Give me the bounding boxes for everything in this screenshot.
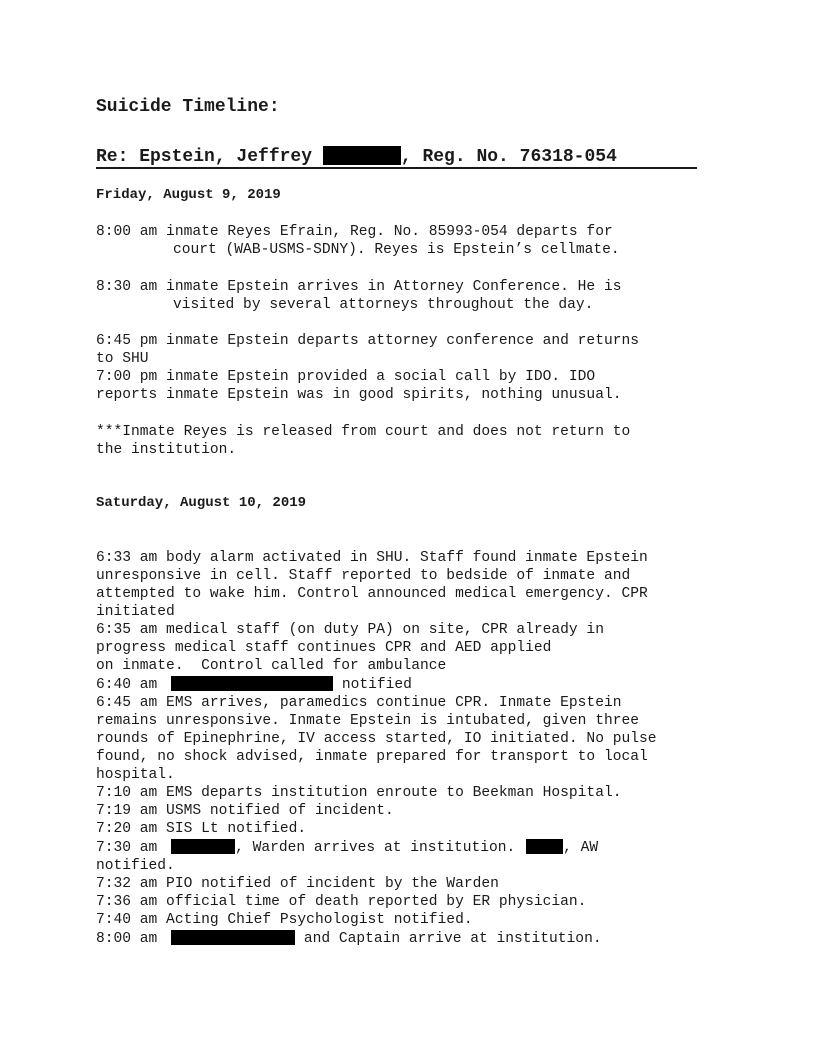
entry-line: rounds of Epinephrine, IV access started, IO initiated. No pulse [96,731,657,747]
entry-line: 6:33 am body alarm activated in SHU. Staff found inmate Epstein [96,550,648,566]
entry-time: 6:40 am [96,677,167,693]
entry-line: found, no shock advised, inmate prepared for transport to local [96,749,648,765]
entry-line: 6:45 pm inmate Epstein departs attorney conference and returns [96,333,639,349]
entry-text: notified [333,677,412,693]
entry-line: 6:45 am EMS arrives, paramedics continue CPR. Inmate Epstein [96,695,622,711]
subject-suffix: , Reg. No. 76318-054 [400,147,617,167]
entry-line: 7:10 am EMS departs institution enroute to Beekman Hospital. [96,785,622,801]
entry-line: reports inmate Epstein was in good spirits, nothing unusual. [96,387,622,403]
document-title: Suicide Timeline: [96,97,280,117]
entry-time: 7:30 am [96,840,167,856]
entry-line: on inmate. Control called for ambulance [96,658,447,674]
entry-line [96,676,412,694]
redaction-block [171,930,295,945]
entry-line [96,839,598,857]
entry-line: 7:19 am USMS notified of incident. [96,803,394,819]
entry-line [96,930,602,948]
entry-line: visited by several attorneys throughout the day. [173,297,594,313]
entry-line: remains unresponsive. Inmate Epstein is intubated, given three [96,713,639,729]
entry-line: to SHU [96,351,149,367]
note-line: the institution. [96,442,237,458]
day-heading-friday: Friday, August 9, 2019 [96,187,281,203]
subject-prefix: Re: Epstein, Jeffrey [96,147,323,167]
note-line: ***Inmate Reyes is released from court and does not return to [96,424,631,440]
redaction-block [171,839,235,854]
entry-line: 6:35 am medical staff (on duty PA) on site, CPR already in [96,622,604,638]
redaction-block [526,839,563,854]
entry-text: and Captain arrive at institution. [295,931,602,947]
entry-line: 8:30 am inmate Epstein arrives in Attorney Conference. He is [96,279,622,295]
entry-line: unresponsive in cell. Staff reported to bedside of inmate and [96,568,631,584]
entry-line: 7:32 am PIO notified of incident by the Warden [96,876,499,892]
entry-text: , AW [563,840,599,856]
entry-line: 7:00 pm inmate Epstein provided a social call by IDO. IDO [96,369,596,385]
entry-line: 8:00 am inmate Reyes Efrain, Reg. No. 85993-054 departs for [96,224,613,240]
entry-line: notified. [96,858,175,874]
entry-text: , Warden arrives at institution. [235,840,525,856]
redaction-block [171,676,333,691]
entry-line: attempted to wake him. Control announced medical emergency. CPR [96,586,648,602]
entry-line: 7:40 am Acting Chief Psychologist notified. [96,912,473,928]
redaction-block [323,146,401,165]
entry-line: progress medical staff continues CPR and AED applied [96,640,552,656]
entry-line: hospital. [96,767,175,783]
entry-line: 7:36 am official time of death reported by ER physician. [96,894,587,910]
entry-time: 8:00 am [96,931,167,947]
subject-line [96,146,617,168]
entry-line: 7:20 am SIS Lt notified. [96,821,307,837]
entry-line: initiated [96,604,175,620]
day-heading-saturday: Saturday, August 10, 2019 [96,495,307,511]
subject-underline [96,167,697,169]
entry-line: court (WAB-USMS-SDNY). Reyes is Epstein’s cellmate. [173,242,620,258]
